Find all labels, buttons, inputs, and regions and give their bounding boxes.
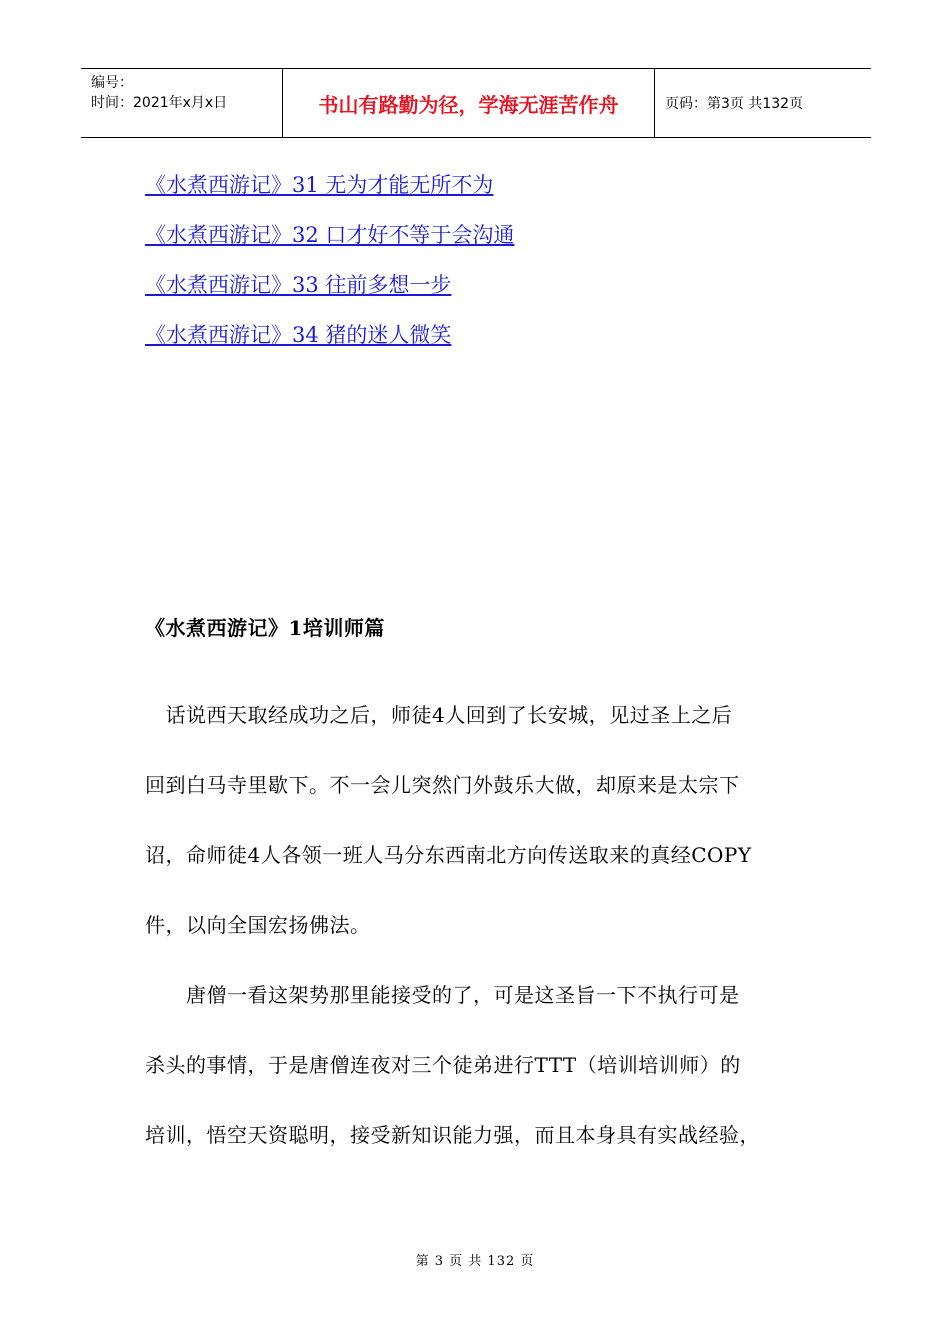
section-title: 《水煮西游记》1培训师篇 [145,616,385,640]
toc-link-34[interactable]: 《水煮西游记》34 猪的迷人微笑 [145,323,452,347]
body-line: 回到白马寺里歇下。不一会儿突然门外鼓乐大做，却原来是太宗下 [145,773,740,797]
header-page-info: 页码：第3页 共132页 [665,96,804,112]
toc-list [145,170,514,370]
time-label: 时间：2021年x月x日 [91,95,228,111]
toc-link-31[interactable]: 《水煮西游记》31 无为才能无所不为 [145,173,494,197]
page-footer: 第 3 页 共 132 页 [415,1254,535,1269]
body-line: 话说西天取经成功之后，师徒4人回到了长安城，见过圣上之后 [145,703,733,727]
toc-link-33[interactable]: 《水煮西游记》33 往前多想一步 [145,273,452,297]
body-line: 诏，命师徒4人各领一班人马分东西南北方向传送取来的真经COPY [145,843,752,867]
body-line: 唐僧一看这架势那里能接受的了，可是这圣旨一下不执行可是 [145,983,740,1007]
body-line: 件，以向全国宏扬佛法。 [145,913,371,937]
toc-link-32[interactable]: 《水煮西游记》32 口才好不等于会沟通 [145,223,515,247]
body-line: 杀头的事情，于是唐僧连夜对三个徒弟进行TTT（培训培训师）的 [145,1053,741,1077]
header-motto: 书山有路勤为径，学海无涯苦作舟 [282,69,655,137]
document-header [81,68,871,138]
body-line: 培训，悟空天资聪明，接受新知识能力强，而且本身具有实战经验， [145,1123,760,1147]
header-meta [81,69,282,137]
number-label: 编号： [91,75,133,91]
body-text [145,695,805,1185]
